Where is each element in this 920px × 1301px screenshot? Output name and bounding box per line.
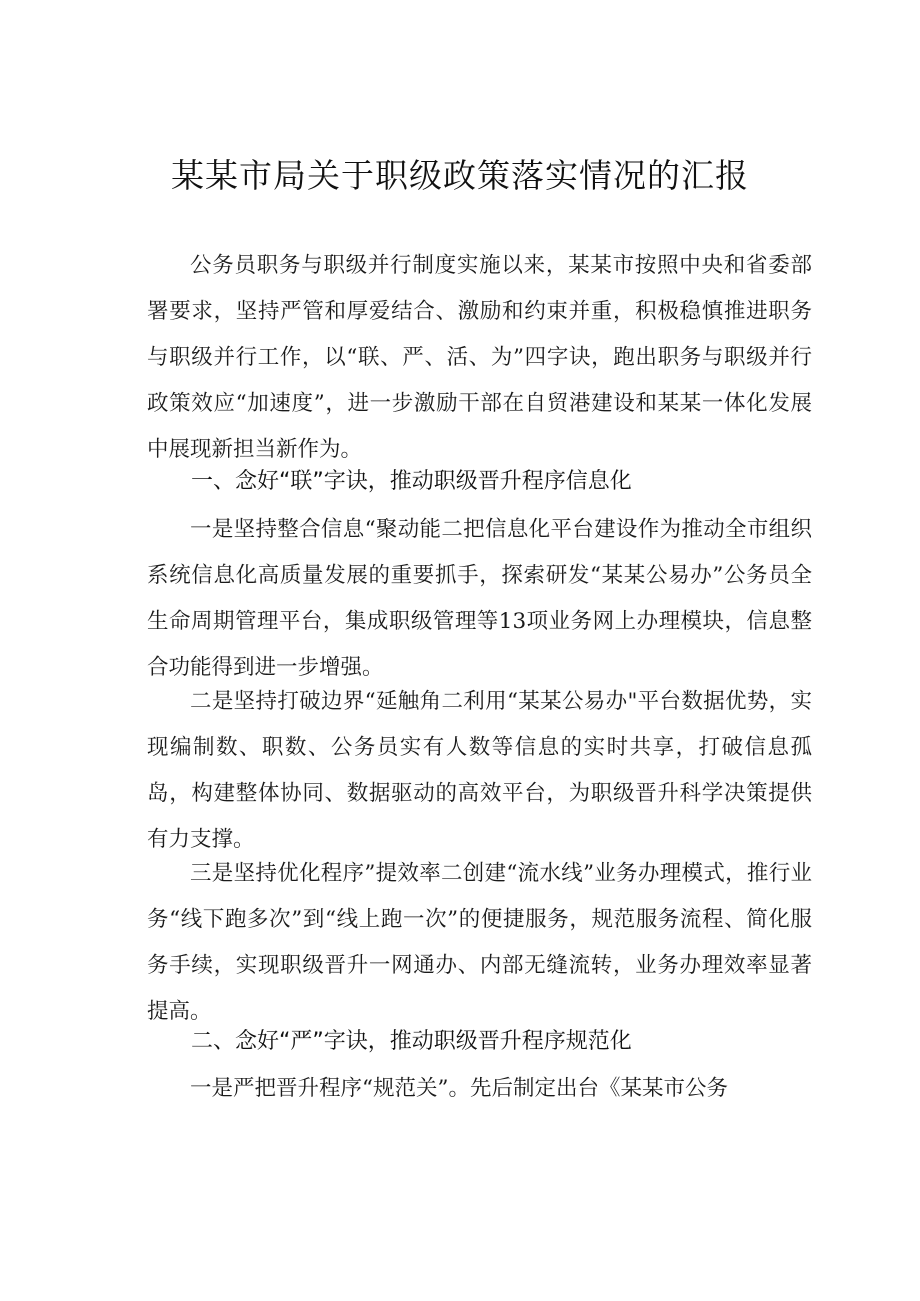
section1-paragraph-2: 二是坚持打破边界“延触角二利用“某某公易办"平台数据优势，实现编制数、职数、公务员实有人数等信息的实时共享，打破信息孤岛，构建整体协同、数据驱动的高效平台，为职级晋升科学决策提供有力支撑。 bbox=[147, 689, 812, 852]
intro-paragraph: 公务员职务与职级并行制度实施以来，某某市按照中央和省委部署要求，坚持严管和厚爱结合、激励和约束并重，积极稳慎推进职务与职级并行工作，以“联、严、活、为”四字诀，跑出职务与职级并行政策效应“加速度”，进一步激励干部在自贸港建设和某某一体化发展中展现新担当新作为。 bbox=[147, 253, 812, 462]
section2-paragraph-1: 一是严把晋升程序“规范关”。先后制定出台《某某市公务 bbox=[190, 1076, 728, 1101]
document-title: 某某市局关于职级政策落实情况的汇报 bbox=[171, 156, 749, 195]
section-heading-1: 一、念好“联”字诀，推动职级晋升程序信息化 bbox=[191, 469, 632, 494]
section-heading-2: 二、念好“严”字诀，推动职级晋升程序规范化 bbox=[191, 1029, 632, 1054]
section1-paragraph-3: 三是坚持优化程序”提效率二创建“流水线”业务办理模式，推行业务“线下跑多次”到“线上跑一次”的便捷服务，规范服务流程、简化服务手续，实现职级晋升一网通办、内部无缝流转，业务办理效率显著提高。 bbox=[147, 861, 812, 1024]
section1-paragraph-1: 一是坚持整合信息“聚动能二把信息化平台建设作为推动全市组织系统信息化高质量发展的重要抓手，探索研发“某某公易办”公务员全生命周期管理平台，集成职级管理等13项业务网上办理模块，信息整合功能得到进一步增强。 bbox=[147, 517, 812, 680]
